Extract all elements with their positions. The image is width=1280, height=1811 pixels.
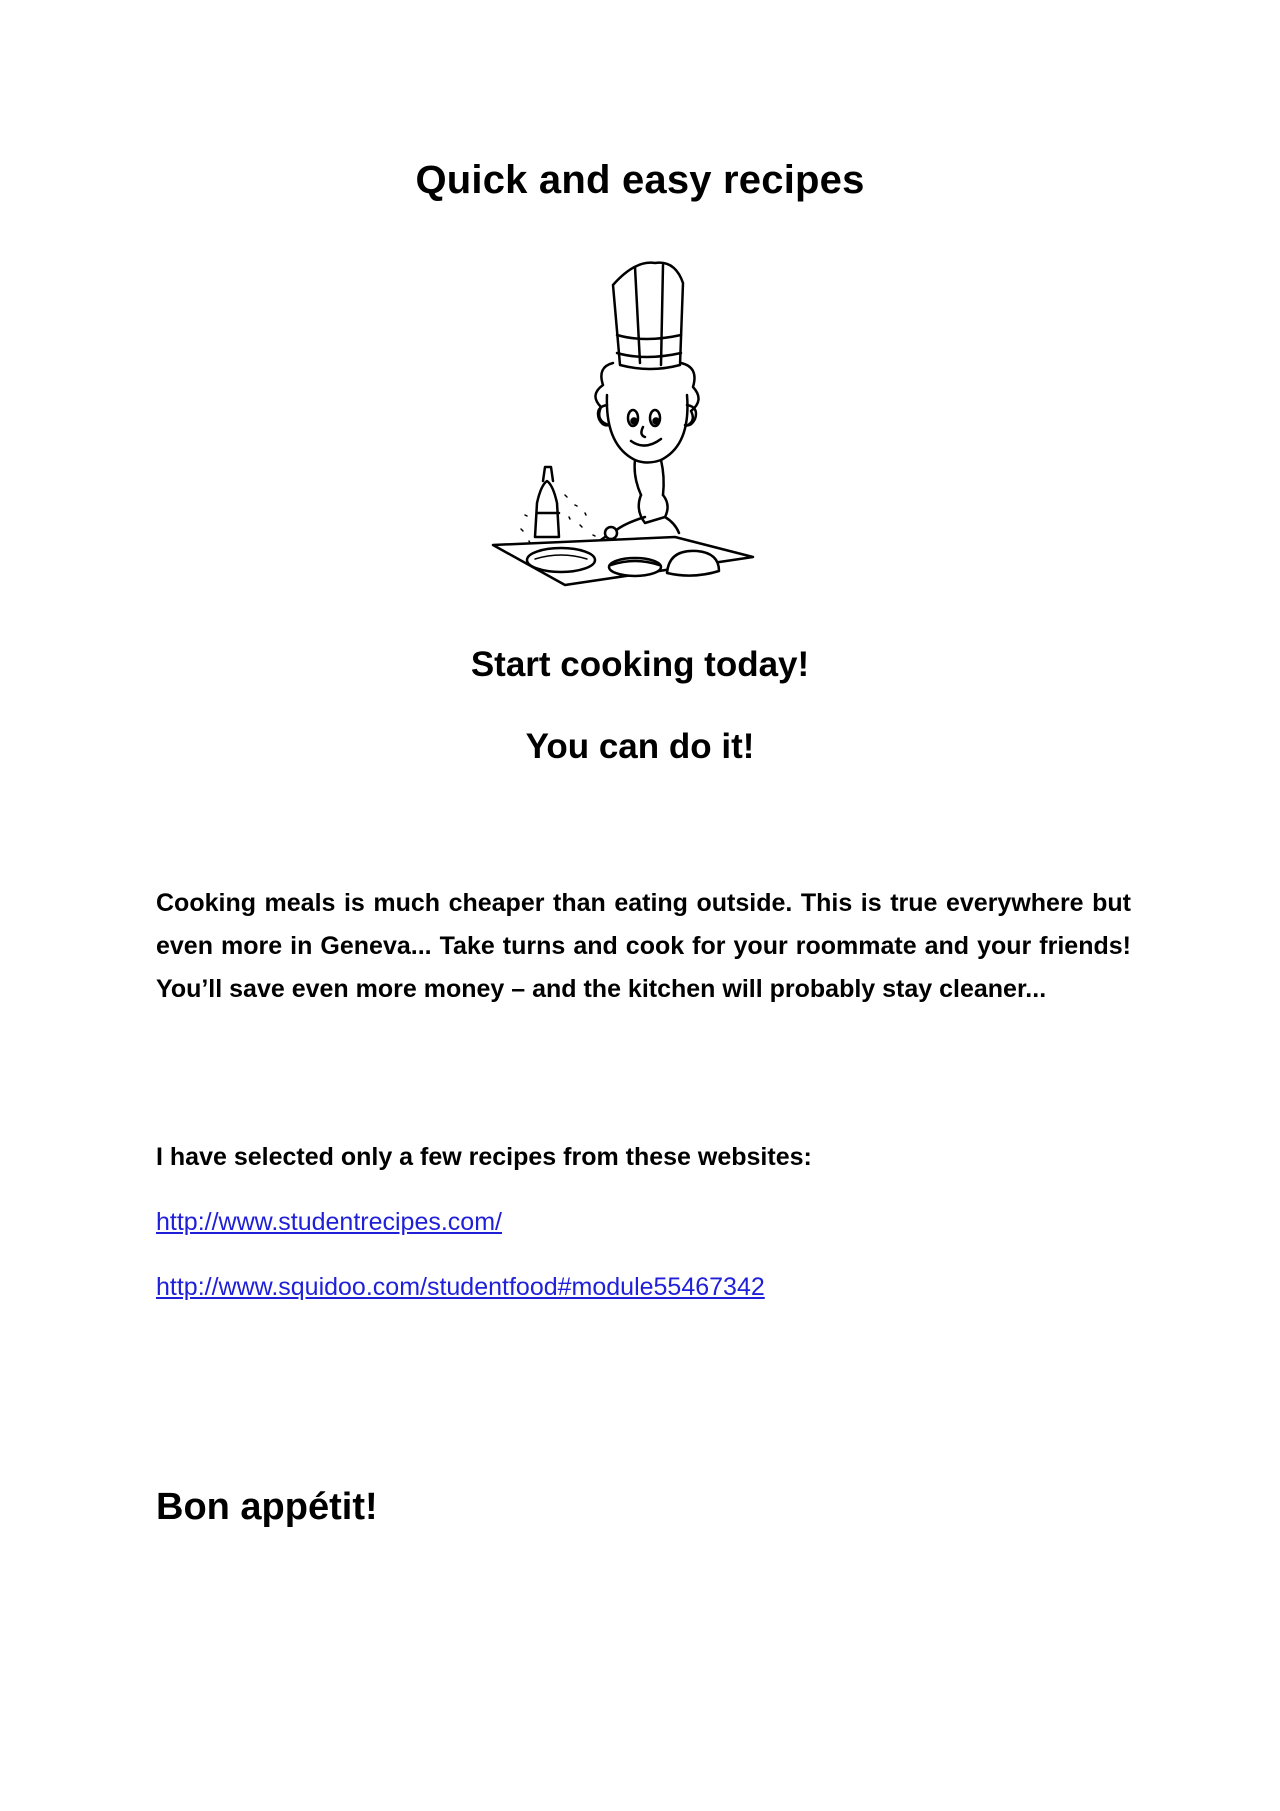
link-squidoo-studentfood[interactable]: http://www.squidoo.com/studentfood#module55467342 [156, 1273, 765, 1301]
page-title: Quick and easy recipes [415, 158, 865, 202]
intro-paragraph: Cooking meals is much cheaper than eating outside. This is true everywhere but even more in Geneva... Take turns and cook for your roommate and your friends! You’ll save even more money – and the kitchen will probably stay cleaner... [156, 889, 1131, 1003]
chef-boy-cooking-icon [485, 255, 805, 590]
subtitle-you-can-do-it: You can do it! [525, 727, 755, 766]
link-studentrecipes[interactable]: http://www.studentrecipes.com/ [156, 1208, 502, 1236]
subtitle-start-cooking: Start cooking today! [470, 645, 810, 684]
closing-text: Bon appétit! [156, 1486, 378, 1528]
links-intro-text: I have selected only a few recipes from these websites: [156, 1143, 812, 1171]
